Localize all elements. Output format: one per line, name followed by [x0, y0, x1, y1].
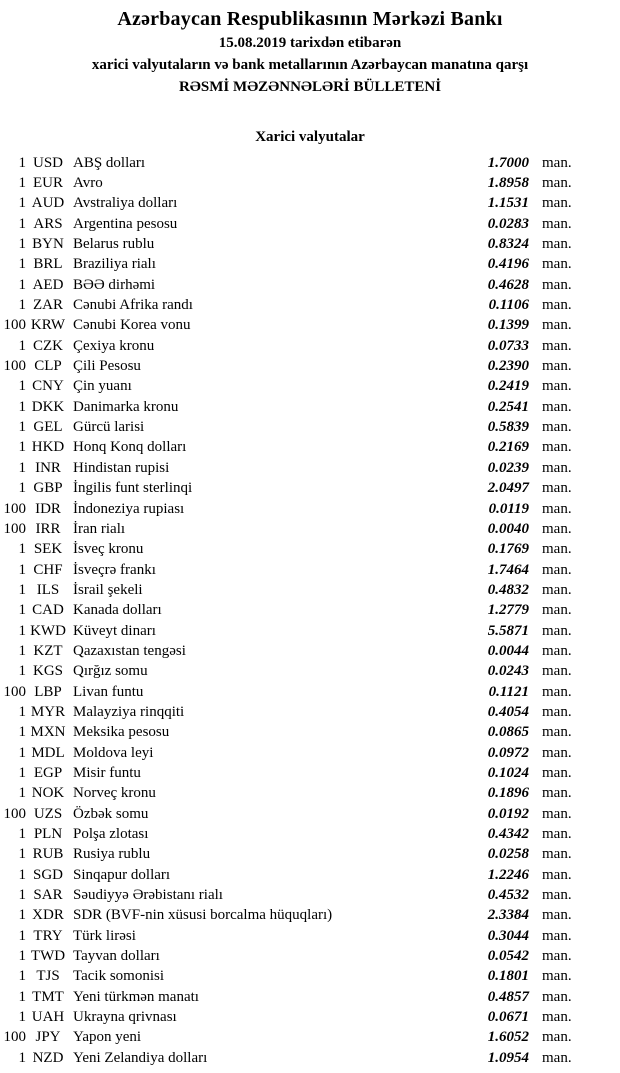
rate-value: 1.7464 — [487, 561, 529, 578]
rate-quantity: 1 — [18, 561, 26, 578]
rate-quantity: 100 — [3, 520, 26, 537]
rate-value: 0.0044 — [487, 642, 529, 659]
currency-name: Rusiya rublu — [73, 846, 151, 863]
unit-label: man. — [542, 195, 572, 212]
rate-value: 0.4532 — [487, 887, 529, 904]
currency-code: TRY — [33, 927, 63, 944]
rate-quantity: 1 — [18, 1049, 26, 1066]
unit-label: man. — [542, 1049, 572, 1066]
rate-quantity: 1 — [18, 602, 26, 619]
currency-name: Moldova leyi — [73, 744, 154, 761]
rate-row — [0, 967, 620, 987]
currency-name: BƏƏ dirhəmi — [73, 276, 156, 293]
unit-label: man. — [542, 764, 572, 781]
rates-table — [0, 153, 620, 1068]
unit-label: man. — [542, 988, 572, 1005]
unit-label: man. — [542, 215, 572, 232]
rate-value: 0.2169 — [487, 439, 529, 456]
rate-row — [0, 946, 620, 966]
rate-row — [0, 356, 620, 376]
unit-label: man. — [542, 276, 572, 293]
unit-label: man. — [542, 561, 572, 578]
currency-name: İran rialı — [73, 520, 126, 537]
rate-value: 0.2390 — [487, 358, 529, 375]
rate-value: 1.8958 — [487, 175, 529, 192]
unit-label: man. — [542, 378, 572, 395]
rate-row — [0, 926, 620, 946]
currency-code: IRR — [35, 520, 61, 537]
currency-name: Honq Konq dolları — [73, 439, 187, 456]
rate-row — [0, 824, 620, 844]
rate-value: 0.0671 — [487, 1009, 529, 1026]
currency-code: USD — [32, 154, 63, 171]
currency-name: Avro — [73, 175, 103, 192]
currency-code: DKK — [31, 398, 65, 415]
bulletin-subtitle: xarici valyutaların və bank metallarının Azərbaycan manatına qarşı — [91, 57, 529, 73]
unit-label: man. — [542, 744, 572, 761]
currency-code: TJS — [36, 968, 60, 985]
rate-value: 0.0865 — [487, 724, 529, 741]
rate-quantity: 100 — [3, 683, 26, 700]
rate-row — [0, 702, 620, 722]
currency-name: Yapon yeni — [73, 1029, 142, 1046]
rate-quantity: 1 — [18, 826, 26, 843]
rate-row — [0, 662, 620, 682]
currency-code: IDR — [35, 500, 61, 517]
currency-name: Cənubi Korea vonu — [73, 317, 191, 334]
currency-code: MDL — [31, 744, 65, 761]
currency-code: CZK — [33, 337, 63, 354]
rate-row — [0, 601, 620, 621]
unit-label: man. — [542, 358, 572, 375]
currency-name: SDR (BVF-nin xüsusi borcalma hüquqları) — [73, 907, 333, 924]
bulletin-title-line: RƏSMİ MƏZƏNNƏLƏRİ BÜLLETENİ — [178, 79, 442, 95]
currency-code: BRL — [33, 256, 63, 273]
rate-quantity: 1 — [18, 175, 26, 192]
rate-quantity: 1 — [18, 337, 26, 354]
unit-label: man. — [542, 175, 572, 192]
currency-name: Qazaxıstan tengəsi — [73, 642, 186, 659]
rate-quantity: 1 — [18, 663, 26, 680]
rate-row — [0, 255, 620, 275]
unit-label: man. — [542, 968, 572, 985]
rate-quantity: 1 — [18, 703, 26, 720]
currency-code: SAR — [33, 887, 63, 904]
rate-quantity: 100 — [3, 805, 26, 822]
rate-quantity: 1 — [18, 256, 26, 273]
rate-value: 0.8324 — [487, 236, 529, 253]
rate-quantity: 1 — [18, 622, 26, 639]
currency-code: SEK — [33, 541, 63, 558]
currency-code: LBP — [34, 683, 62, 700]
rate-quantity: 1 — [18, 215, 26, 232]
currency-name: ABŞ dolları — [73, 154, 146, 171]
rate-row — [0, 397, 620, 417]
rate-value: 1.0954 — [487, 1049, 529, 1066]
rate-quantity: 100 — [3, 358, 26, 375]
rate-value: 0.0040 — [487, 520, 529, 537]
currency-code: HKD — [31, 439, 65, 456]
rate-row — [0, 540, 620, 560]
currency-name: Tayvan dolları — [73, 948, 160, 965]
currency-name: Kanada dolları — [73, 602, 162, 619]
unit-label: man. — [542, 642, 572, 659]
currency-name: Çili Pesosu — [73, 358, 141, 375]
unit-label: man. — [542, 948, 572, 965]
currency-name: Özbək somu — [73, 805, 149, 822]
rate-value: 0.1121 — [488, 683, 529, 700]
rate-quantity: 1 — [18, 541, 26, 558]
currency-code: KZT — [33, 642, 63, 659]
unit-label: man. — [542, 866, 572, 883]
currency-code: TMT — [32, 988, 64, 1005]
bank-name-title: Azərbaycan Respublikasının Mərkəzi Bankı — [117, 8, 503, 30]
currency-name: Polşa zlotası — [73, 826, 149, 843]
rate-quantity: 1 — [18, 642, 26, 659]
currency-name: Danimarka kronu — [73, 398, 179, 415]
currency-code: GEL — [33, 419, 63, 436]
unit-label: man. — [542, 520, 572, 537]
currency-name: İndoneziya rupiası — [73, 500, 185, 517]
rate-row — [0, 865, 620, 885]
rate-quantity: 1 — [18, 398, 26, 415]
rate-row — [0, 234, 620, 254]
unit-label: man. — [542, 887, 572, 904]
currency-code: JPY — [35, 1029, 61, 1046]
currency-code: XDR — [32, 907, 64, 924]
rate-row — [0, 458, 620, 478]
rate-row — [0, 621, 620, 641]
unit-label: man. — [542, 256, 572, 273]
rate-value: 0.0733 — [487, 337, 529, 354]
currency-name: Hindistan rupisi — [73, 459, 170, 476]
rate-row — [0, 580, 620, 600]
currency-code: MXN — [30, 724, 66, 741]
rate-row — [0, 214, 620, 234]
rate-quantity: 1 — [18, 297, 26, 314]
rate-quantity: 1 — [18, 195, 26, 212]
bulletin-header — [0, 6, 620, 98]
currency-code: CAD — [32, 602, 64, 619]
unit-label: man. — [542, 581, 572, 598]
rate-quantity: 100 — [3, 500, 26, 517]
unit-label: man. — [542, 1009, 572, 1026]
rate-value: 0.4628 — [487, 276, 529, 293]
currency-name: Norveç kronu — [73, 785, 156, 802]
rate-value: 0.2419 — [487, 378, 529, 395]
rate-row — [0, 275, 620, 295]
rate-quantity: 1 — [18, 927, 26, 944]
unit-label: man. — [542, 663, 572, 680]
currency-code: CLP — [34, 358, 62, 375]
unit-label: man. — [542, 927, 572, 944]
unit-label: man. — [542, 154, 572, 171]
rate-value: 5.5871 — [487, 622, 529, 639]
currency-code: INR — [35, 459, 61, 476]
currency-name: Meksika pesosu — [73, 724, 170, 741]
rate-quantity: 1 — [18, 1009, 26, 1026]
rate-value: 0.4196 — [487, 256, 529, 273]
rate-row — [0, 560, 620, 580]
currency-code: ARS — [33, 215, 63, 232]
currency-name: Sinqapur dolları — [73, 866, 171, 883]
unit-label: man. — [542, 297, 572, 314]
currency-code: ILS — [36, 581, 60, 598]
rate-value: 0.4342 — [487, 826, 529, 843]
rate-value: 1.2246 — [487, 866, 529, 883]
currency-code: CNY — [32, 378, 64, 395]
rate-value: 0.1106 — [488, 297, 529, 314]
currency-code: EGP — [33, 764, 63, 781]
unit-label: man. — [542, 602, 572, 619]
unit-label: man. — [542, 785, 572, 802]
currency-name: Argentina pesosu — [73, 215, 178, 232]
rate-value: 0.0542 — [487, 948, 529, 965]
currency-name: Avstraliya dolları — [73, 195, 178, 212]
rate-quantity: 1 — [18, 378, 26, 395]
unit-label: man. — [542, 846, 572, 863]
rate-row — [0, 295, 620, 315]
rate-row — [0, 153, 620, 173]
rate-quantity: 1 — [18, 480, 26, 497]
rate-value: 0.0972 — [487, 744, 529, 761]
currency-code: BYN — [32, 236, 64, 253]
rate-row — [0, 784, 620, 804]
unit-label: man. — [542, 826, 572, 843]
rate-value: 1.2779 — [487, 602, 529, 619]
unit-label: man. — [542, 907, 572, 924]
rate-quantity: 1 — [18, 785, 26, 802]
currency-name: İsrail şekeli — [73, 581, 143, 598]
unit-label: man. — [542, 683, 572, 700]
currency-code: ZAR — [33, 297, 63, 314]
currency-code: NZD — [32, 1049, 64, 1066]
rate-value: 0.0258 — [487, 846, 529, 863]
currency-code: EUR — [33, 175, 63, 192]
rate-value: 0.1769 — [487, 541, 529, 558]
rate-quantity: 1 — [18, 439, 26, 456]
currency-name: Çexiya kronu — [73, 337, 155, 354]
rate-row — [0, 845, 620, 865]
rate-row — [0, 1007, 620, 1027]
currency-code: SGD — [32, 866, 63, 883]
rate-quantity: 1 — [18, 968, 26, 985]
unit-label: man. — [542, 1029, 572, 1046]
rate-row — [0, 723, 620, 743]
rate-quantity: 1 — [18, 948, 26, 965]
currency-code: TWD — [30, 948, 66, 965]
rate-row — [0, 336, 620, 356]
unit-label: man. — [542, 236, 572, 253]
rate-value: 1.1531 — [487, 195, 529, 212]
currency-code: KWD — [30, 622, 66, 639]
currency-name: Tacik somonisi — [73, 968, 165, 985]
rate-value: 0.0243 — [487, 663, 529, 680]
currency-code: UAH — [31, 1009, 65, 1026]
rate-value: 0.1024 — [487, 764, 529, 781]
rate-row — [0, 194, 620, 214]
rate-value: 2.0497 — [487, 480, 529, 497]
currency-code: MYR — [30, 703, 66, 720]
unit-label: man. — [542, 419, 572, 436]
rate-row — [0, 438, 620, 458]
currency-code: AED — [32, 276, 64, 293]
rate-value: 1.6052 — [487, 1029, 529, 1046]
rate-quantity: 1 — [18, 887, 26, 904]
currency-name: Braziliya rialı — [73, 256, 156, 273]
currency-code: KRW — [30, 317, 66, 334]
unit-label: man. — [542, 500, 572, 517]
rate-value: 2.3384 — [487, 907, 529, 924]
currency-name: Ukrayna qrivnası — [73, 1009, 177, 1026]
rate-quantity: 1 — [18, 866, 26, 883]
rate-row — [0, 804, 620, 824]
rate-quantity: 1 — [18, 276, 26, 293]
rate-row — [0, 173, 620, 193]
currency-name: Livan funtu — [73, 683, 144, 700]
currency-name: Cənubi Afrika randı — [73, 297, 193, 314]
rate-quantity: 1 — [18, 581, 26, 598]
rate-row — [0, 641, 620, 661]
rate-row — [0, 987, 620, 1007]
currency-code: RUB — [32, 846, 64, 863]
currency-name: Səudiyyə Ərəbistanı rialı — [73, 887, 223, 904]
effective-date-line: 15.08.2019 tarixdən etibarən — [218, 35, 402, 51]
section-title-foreign-currencies: Xarici valyutalar — [255, 129, 365, 145]
rate-value: 1.7000 — [487, 154, 529, 171]
rate-value: 0.0192 — [487, 805, 529, 822]
rate-value: 0.4857 — [487, 988, 529, 1005]
rate-row — [0, 519, 620, 539]
rate-row — [0, 1048, 620, 1068]
rate-row — [0, 479, 620, 499]
currency-name: Yeni türkmən manatı — [73, 988, 199, 1005]
rate-quantity: 1 — [18, 846, 26, 863]
unit-label: man. — [542, 541, 572, 558]
currency-name: Türk lirəsi — [73, 927, 136, 944]
rate-quantity: 1 — [18, 419, 26, 436]
currency-name: Qırğız somu — [73, 663, 148, 680]
rate-value: 0.4054 — [487, 703, 529, 720]
rate-value: 0.4832 — [487, 581, 529, 598]
rate-quantity: 1 — [18, 459, 26, 476]
rate-quantity: 1 — [18, 744, 26, 761]
currency-code: UZS — [33, 805, 63, 822]
rate-quantity: 1 — [18, 764, 26, 781]
currency-name: İsveçrə frankı — [73, 561, 156, 578]
unit-label: man. — [542, 398, 572, 415]
currency-name: Gürcü larisi — [73, 419, 145, 436]
rate-value: 0.3044 — [487, 927, 529, 944]
rate-value: 0.0283 — [487, 215, 529, 232]
rate-value: 0.1896 — [487, 785, 529, 802]
unit-label: man. — [542, 439, 572, 456]
rate-row — [0, 1028, 620, 1048]
rate-row — [0, 906, 620, 926]
rate-row — [0, 885, 620, 905]
currency-code: CHF — [33, 561, 63, 578]
rate-row — [0, 682, 620, 702]
rate-quantity: 100 — [3, 1029, 26, 1046]
rate-value: 0.0119 — [488, 500, 529, 517]
currency-name: Belarus rublu — [73, 236, 155, 253]
unit-label: man. — [542, 337, 572, 354]
currency-name: Yeni Zelandiya dolları — [73, 1049, 208, 1066]
currency-code: KGS — [32, 663, 63, 680]
rate-value: 0.5839 — [487, 419, 529, 436]
rate-quantity: 1 — [18, 988, 26, 1005]
rate-value: 0.1801 — [487, 968, 529, 985]
rate-quantity: 1 — [18, 907, 26, 924]
rate-value: 0.2541 — [487, 398, 529, 415]
unit-label: man. — [542, 622, 572, 639]
rate-row — [0, 743, 620, 763]
unit-label: man. — [542, 480, 572, 497]
rate-row — [0, 763, 620, 783]
currency-name: Küveyt dinarı — [73, 622, 156, 639]
unit-label: man. — [542, 724, 572, 741]
currency-code: PLN — [33, 826, 63, 843]
unit-label: man. — [542, 703, 572, 720]
currency-name: Misir funtu — [73, 764, 141, 781]
rate-row — [0, 499, 620, 519]
currency-code: AUD — [31, 195, 65, 212]
rate-row — [0, 417, 620, 437]
rate-quantity: 1 — [18, 154, 26, 171]
rate-quantity: 100 — [3, 317, 26, 334]
rate-value: 0.0239 — [487, 459, 529, 476]
rate-quantity: 1 — [18, 724, 26, 741]
currency-code: NOK — [31, 785, 65, 802]
currency-name: İsveç kronu — [73, 541, 144, 558]
currency-name: Çin yuanı — [73, 378, 132, 395]
unit-label: man. — [542, 317, 572, 334]
rate-value: 0.1399 — [487, 317, 529, 334]
unit-label: man. — [542, 459, 572, 476]
rate-row — [0, 316, 620, 336]
rate-row — [0, 377, 620, 397]
currency-name: İngilis funt sterlinqi — [73, 480, 193, 497]
currency-name: Malayziya rinqqiti — [73, 703, 185, 720]
currency-code: GBP — [33, 480, 63, 497]
unit-label: man. — [542, 805, 572, 822]
rate-quantity: 1 — [18, 236, 26, 253]
